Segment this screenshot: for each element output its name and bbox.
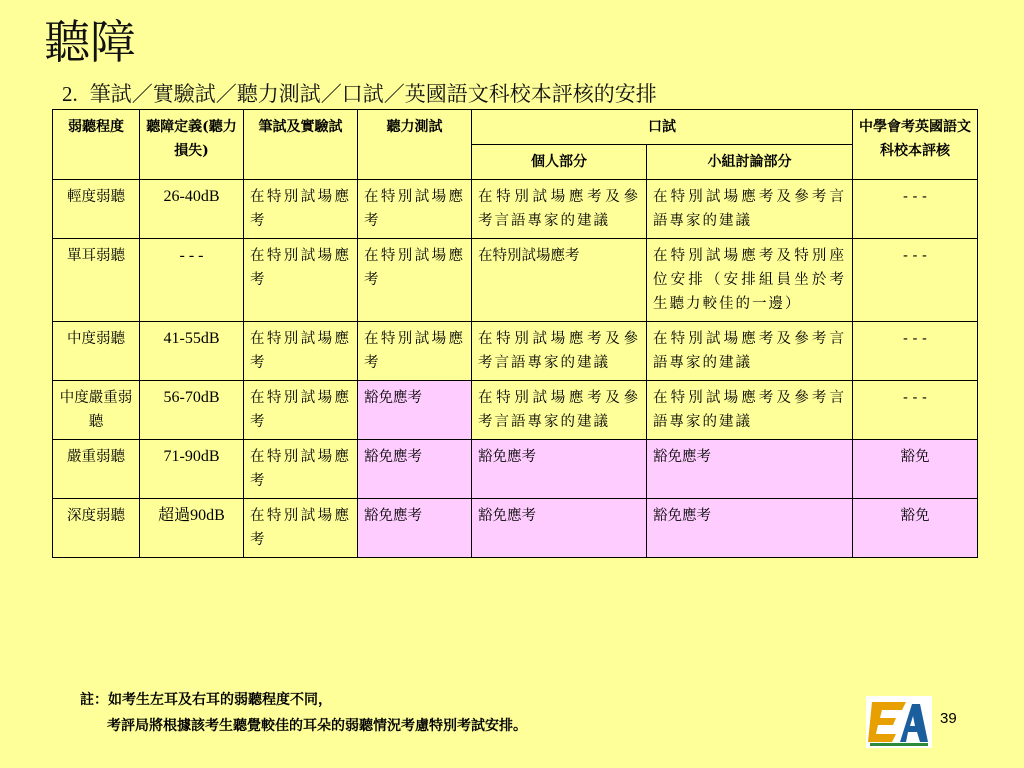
cell-sba: 豁免 (853, 499, 978, 558)
footnote-text-1: 如考生左耳及右耳的弱聽程度不同， (108, 692, 332, 708)
cell-definition: 56-70dB (140, 381, 244, 440)
cell-sba: - - - (853, 180, 978, 239)
table-row (53, 381, 978, 440)
table-row (53, 440, 978, 499)
cell-oral-individual: 在特別試場應考及參考言語專家的建議 (472, 381, 647, 440)
cell-degree: 中度嚴重弱聽 (53, 381, 140, 440)
cell-definition: 41-55dB (140, 322, 244, 381)
cell-oral-individual: 在特別試場應考 (472, 239, 647, 322)
page-subtitle (62, 80, 657, 108)
footnote-line-1 (80, 689, 527, 711)
cell-listening: 在特別試場應考 (358, 239, 472, 322)
cell-listening: 豁免應考 (358, 499, 472, 558)
footnote-line-2: 考評局將根據該考生聽覺較佳的耳朵的弱聽情況考慮特別考試安排。 (107, 718, 527, 734)
cell-degree: 深度弱聽 (53, 499, 140, 558)
header-degree: 弱聽程度 (53, 110, 140, 180)
cell-definition: - - - (140, 239, 244, 322)
cell-written: 在特別試場應考 (244, 239, 358, 322)
table-row (53, 322, 978, 381)
cell-sba: - - - (853, 322, 978, 381)
cell-degree: 單耳弱聽 (53, 239, 140, 322)
table-row (53, 499, 978, 558)
arrangement-table (52, 109, 978, 558)
cell-oral-individual: 豁免應考 (472, 440, 647, 499)
cell-listening: 豁免應考 (358, 440, 472, 499)
cell-degree: 輕度弱聽 (53, 180, 140, 239)
table-header-row (53, 110, 978, 145)
cell-definition: 26-40dB (140, 180, 244, 239)
cell-oral-group: 豁免應考 (647, 440, 853, 499)
cell-degree: 嚴重弱聽 (53, 440, 140, 499)
logo-graphic (866, 696, 932, 748)
table-row (53, 239, 978, 322)
cell-written: 在特別試場應考 (244, 381, 358, 440)
cell-definition: 超過90dB (140, 499, 244, 558)
subtitle-text: 筆試／實驗試／聽力測試／口試／英國語文科校本評核的安排 (89, 82, 657, 106)
header-oral-individual: 個人部分 (472, 145, 647, 180)
cell-sba: - - - (853, 381, 978, 440)
cell-written: 在特別試場應考 (244, 180, 358, 239)
cell-listening: 豁免應考 (358, 381, 472, 440)
cell-oral-individual: 在特別試場應考及參考言語專家的建議 (472, 180, 647, 239)
footnote-label: 註： (80, 692, 108, 708)
cell-written: 在特別試場應考 (244, 499, 358, 558)
cell-oral-group: 在特別試場應考及參考言語專家的建議 (647, 381, 853, 440)
footnote (80, 689, 527, 737)
header-oral-group: 小組討論部分 (647, 145, 853, 180)
cell-degree: 中度弱聽 (53, 322, 140, 381)
header-oral: 口試 (472, 110, 853, 145)
page-number: 39 (940, 710, 957, 727)
cell-listening: 在特別試場應考 (358, 180, 472, 239)
header-definition: 聽障定義(聽力損失) (140, 110, 244, 180)
cell-oral-individual: 豁免應考 (472, 499, 647, 558)
header-sba: 中學會考英國語文科校本評核 (853, 110, 978, 180)
cell-written: 在特別試場應考 (244, 322, 358, 381)
cell-oral-group: 豁免應考 (647, 499, 853, 558)
cell-sba: - - - (853, 239, 978, 322)
header-listening: 聽力測試 (358, 110, 472, 180)
header-written: 筆試及實驗試 (244, 110, 358, 180)
cell-oral-group: 在特別試場應考及特別座位安排（安排組員坐於考生聽力較佳的一邊） (647, 239, 853, 322)
table-row (53, 180, 978, 239)
cell-oral-group: 在特別試場應考及參考言語專家的建議 (647, 180, 853, 239)
cell-written: 在特別試場應考 (244, 440, 358, 499)
cell-listening: 在特別試場應考 (358, 322, 472, 381)
cell-sba: 豁免 (853, 440, 978, 499)
cell-oral-individual: 在特別試場應考及參考言語專家的建議 (472, 322, 647, 381)
hkeaa-logo (866, 696, 932, 748)
subtitle-number: 2. (62, 82, 78, 106)
cell-definition: 71-90dB (140, 440, 244, 499)
cell-oral-group: 在特別試場應考及參考言語專家的建議 (647, 322, 853, 381)
page-title: 聽障 (44, 15, 136, 69)
